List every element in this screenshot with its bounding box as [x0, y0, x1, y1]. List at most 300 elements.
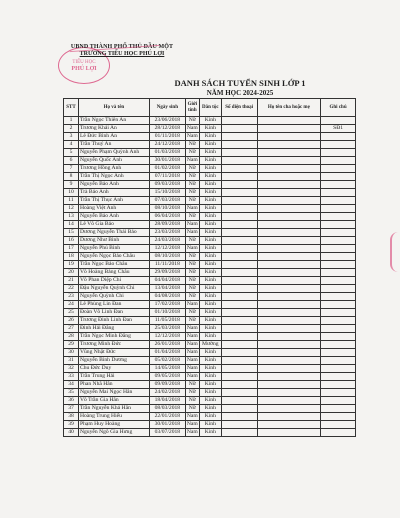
header-org: UBND THÀNH PHỐ THỦ DẦU MỘT — [70, 44, 174, 50]
cell-gender: Nam — [186, 229, 198, 235]
cell-note — [321, 189, 356, 197]
stamp-line-2: PHÚ LỢI — [71, 66, 97, 72]
cell-stt: 13 — [64, 213, 79, 221]
cell-stt: 36 — [64, 397, 79, 405]
cell-phone — [221, 397, 257, 405]
cell-gender: Nữ — [185, 309, 199, 317]
cell-gender: Nam — [186, 365, 198, 371]
cell-parent — [257, 117, 321, 125]
cell-name: Chu Đức Duy — [78, 365, 149, 373]
table-row — [64, 333, 356, 341]
cell-dob: 30/01/2018 — [149, 157, 185, 165]
cell-phone — [221, 317, 257, 325]
cell-phone — [221, 245, 257, 253]
cell-ethnic: Kinh — [199, 149, 221, 157]
cell-parent — [257, 237, 321, 245]
table-body — [64, 117, 356, 437]
cell-stt: 8 — [64, 173, 79, 181]
col-header-ethnic: Dân tộc — [199, 99, 221, 117]
cell-dob: 12/12/2018 — [149, 245, 185, 253]
cell-dob: 09/05/2018 — [149, 373, 185, 381]
cell-stt: 3 — [64, 133, 79, 141]
cell-phone — [221, 237, 257, 245]
cell-name: Hoàng Trung Hiếu — [78, 413, 149, 421]
cell-note — [321, 389, 356, 397]
cell-stt: 16 — [64, 237, 79, 245]
cell-stt: 28 — [64, 333, 79, 341]
table-row — [64, 189, 356, 197]
cell-phone — [221, 157, 257, 165]
cell-note — [321, 381, 356, 389]
cell-name: Lê Võ Gia Bảo — [78, 221, 149, 229]
cell-dob: 18/04/2018 — [149, 397, 185, 405]
cell-ethnic: Kinh — [199, 141, 221, 149]
cell-gender: Nam — [186, 245, 198, 251]
edge-seal-mark — [390, 232, 400, 272]
cell-stt: 31 — [64, 357, 79, 365]
cell-phone — [221, 133, 257, 141]
cell-parent — [257, 157, 321, 165]
table-row — [64, 293, 356, 301]
cell-parent — [257, 261, 321, 269]
cell-dob: 08/10/2018 — [149, 205, 185, 213]
cell-parent — [257, 309, 321, 317]
cell-phone — [221, 229, 257, 237]
table-row — [64, 309, 356, 317]
table-row — [64, 405, 356, 413]
cell-phone — [221, 141, 257, 149]
cell-stt: 38 — [64, 413, 79, 421]
cell-dob: 11/11/2018 — [149, 261, 185, 269]
cell-gender: Nữ — [185, 141, 199, 149]
cell-phone — [221, 301, 257, 309]
cell-note — [321, 285, 356, 293]
cell-phone — [221, 373, 257, 381]
cell-dob: 12/12/2018 — [149, 333, 185, 341]
cell-note — [321, 141, 356, 149]
table-row — [64, 149, 356, 157]
cell-ethnic: Kinh — [199, 413, 221, 421]
cell-parent — [257, 189, 321, 197]
cell-gender: Nữ — [185, 293, 199, 301]
table-header-row — [64, 99, 356, 117]
cell-parent — [257, 245, 321, 253]
cell-phone — [221, 197, 257, 205]
cell-gender: Nữ — [185, 381, 199, 389]
table-row — [64, 365, 356, 373]
table-row — [64, 413, 356, 421]
cell-note — [321, 269, 356, 277]
cell-gender: Nữ — [185, 261, 199, 269]
cell-ethnic: Kinh — [199, 325, 221, 333]
cell-ethnic: Kinh — [199, 165, 221, 173]
cell-note — [321, 149, 356, 157]
cell-dob: 13/04/2018 — [149, 285, 185, 293]
cell-ethnic: Kinh — [199, 301, 221, 309]
cell-ethnic: Kinh — [199, 221, 221, 229]
cell-name: Đoàn Võ Linh Đan — [78, 309, 149, 317]
cell-ethnic: Kinh — [199, 397, 221, 405]
cell-gender: Nữ — [185, 405, 199, 413]
cell-name: Nguyễn Bảo Anh — [78, 213, 149, 221]
cell-name: Trần Nguyễn Khả Hân — [78, 405, 149, 413]
cell-parent — [257, 301, 321, 309]
cell-note — [321, 229, 356, 237]
cell-stt: 18 — [64, 253, 79, 261]
table-row — [64, 253, 356, 261]
col-header-stt: STT — [64, 99, 79, 117]
cell-dob: 05/02/2018 — [149, 357, 185, 365]
cell-phone — [221, 125, 257, 133]
cell-parent — [257, 429, 321, 437]
cell-gender: Nam — [186, 341, 198, 347]
cell-parent — [257, 269, 321, 277]
cell-dob: 06/04/2018 — [149, 213, 185, 221]
cell-phone — [221, 381, 257, 389]
table-row — [64, 213, 356, 221]
cell-stt: 19 — [64, 261, 79, 269]
cell-stt: 33 — [64, 373, 79, 381]
cell-stt: 22 — [64, 285, 79, 293]
cell-note — [321, 205, 356, 213]
cell-name: Dương Nguyễn Thái Bảo — [78, 229, 149, 237]
cell-dob: 01/11/2018 — [149, 133, 185, 141]
cell-stt: 11 — [64, 197, 79, 205]
cell-phone — [221, 341, 257, 349]
table-row — [64, 389, 356, 397]
cell-dob: 01/04/2018 — [149, 349, 185, 357]
cell-ethnic: Kinh — [199, 213, 221, 221]
cell-dob: 07/03/2018 — [149, 197, 185, 205]
cell-gender: Nam — [186, 421, 198, 427]
cell-gender: Nam — [186, 301, 198, 307]
cell-ethnic: Kinh — [199, 269, 221, 277]
cell-phone — [221, 349, 257, 357]
cell-dob: 01/10/2018 — [149, 309, 185, 317]
cell-note — [321, 429, 356, 437]
cell-dob: 07/11/2018 — [149, 173, 185, 181]
cell-note — [321, 181, 356, 189]
cell-note — [321, 413, 356, 421]
cell-ethnic: Kinh — [199, 285, 221, 293]
cell-phone — [221, 357, 257, 365]
col-header-parent: Họ tên cha hoặc mẹ — [257, 99, 321, 117]
cell-name: Lê Đức Bình An — [78, 133, 149, 141]
cell-stt: 6 — [64, 157, 79, 165]
cell-gender: Nam — [186, 357, 198, 363]
cell-gender: Nữ — [185, 285, 199, 293]
cell-dob: 28/12/2018 — [149, 125, 185, 133]
cell-gender: Nam — [186, 373, 198, 379]
cell-parent — [257, 141, 321, 149]
cell-parent — [257, 293, 321, 301]
cell-ethnic: Kinh — [199, 117, 221, 125]
cell-stt: 25 — [64, 309, 79, 317]
table-row — [64, 301, 356, 309]
cell-dob: 08/03/2018 — [149, 405, 185, 413]
cell-stt: 7 — [64, 165, 79, 173]
cell-dob: 09/09/2018 — [149, 381, 185, 389]
cell-name: Trà Bảo Anh — [78, 189, 149, 197]
cell-parent — [257, 373, 321, 381]
cell-dob: 09/03/2018 — [149, 181, 185, 189]
cell-ethnic: Kinh — [199, 309, 221, 317]
cell-dob: 08/10/2018 — [149, 253, 185, 261]
cell-note — [321, 117, 356, 125]
cell-stt: 37 — [64, 405, 79, 413]
cell-note — [321, 325, 356, 333]
cell-parent — [257, 421, 321, 429]
cell-dob: 26/01/2018 — [149, 341, 185, 349]
cell-name: Nguyễn Bình Dương — [78, 357, 149, 365]
cell-note — [321, 165, 356, 173]
table-row — [64, 237, 356, 245]
cell-phone — [221, 253, 257, 261]
cell-parent — [257, 133, 321, 141]
table-row — [64, 165, 356, 173]
table-row — [64, 117, 356, 125]
cell-gender: Nữ — [185, 189, 199, 197]
cell-note — [321, 357, 356, 365]
cell-ethnic: Kinh — [199, 349, 221, 357]
cell-ethnic: Kinh — [199, 261, 221, 269]
cell-parent — [257, 229, 321, 237]
stamp-line-1: TIỂU HỌC — [72, 60, 96, 65]
cell-gender: Nữ — [185, 317, 199, 325]
cell-gender: Nữ — [185, 269, 199, 277]
cell-phone — [221, 277, 257, 285]
cell-parent — [257, 221, 321, 229]
cell-phone — [221, 261, 257, 269]
cell-name: Trương Minh Đức — [78, 341, 149, 349]
cell-parent — [257, 181, 321, 189]
cell-parent — [257, 197, 321, 205]
table-row — [64, 229, 356, 237]
cell-note — [321, 333, 356, 341]
cell-parent — [257, 149, 321, 157]
cell-note — [321, 309, 356, 317]
cell-ethnic: Kinh — [199, 373, 221, 381]
cell-parent — [257, 317, 321, 325]
cell-dob: 25/03/2018 — [149, 325, 185, 333]
cell-stt: 14 — [64, 221, 79, 229]
table-row — [64, 125, 356, 133]
cell-phone — [221, 405, 257, 413]
cell-note — [321, 317, 356, 325]
cell-ethnic: Kinh — [199, 429, 221, 437]
cell-ethnic: Kinh — [199, 133, 221, 141]
cell-gender: Nữ — [185, 389, 199, 397]
cell-ethnic: Kinh — [199, 357, 221, 365]
cell-stt: 30 — [64, 349, 79, 357]
cell-stt: 24 — [64, 301, 79, 309]
cell-gender: Nam — [186, 333, 198, 339]
cell-gender: Nam — [186, 325, 198, 331]
cell-note — [321, 213, 356, 221]
document-subtitle: NĂM HỌC 2024-2025 — [206, 89, 274, 97]
cell-phone — [221, 173, 257, 181]
table-row — [64, 157, 356, 165]
cell-dob: 23/03/2018 — [149, 229, 185, 237]
cell-dob: 24/12/2018 — [149, 141, 185, 149]
cell-ethnic: Kinh — [199, 317, 221, 325]
cell-name: Vũng Nhật Đức — [78, 349, 149, 357]
cell-dob: 24/03/2018 — [149, 237, 185, 245]
cell-name: Trần Trung Hải — [78, 373, 149, 381]
cell-ethnic: Kinh — [199, 205, 221, 213]
cell-dob: 15/10/2018 — [149, 189, 185, 197]
cell-gender: Nữ — [185, 253, 199, 261]
cell-phone — [221, 205, 257, 213]
cell-parent — [257, 213, 321, 221]
cell-ethnic: Kinh — [199, 293, 221, 301]
cell-note — [321, 237, 356, 245]
cell-ethnic: Kinh — [199, 237, 221, 245]
cell-note — [321, 301, 356, 309]
cell-parent — [257, 349, 321, 357]
cell-phone — [221, 365, 257, 373]
cell-gender: Nữ — [185, 197, 199, 205]
cell-stt: 32 — [64, 365, 79, 373]
col-header-note: Ghi chú — [321, 99, 356, 117]
cell-note — [321, 293, 356, 301]
cell-note — [321, 197, 356, 205]
table-row — [64, 205, 356, 213]
cell-note — [321, 341, 356, 349]
cell-name: Trương Hồng Anh — [78, 165, 149, 173]
cell-phone — [221, 269, 257, 277]
table-row — [64, 261, 356, 269]
cell-phone — [221, 309, 257, 317]
cell-stt: 40 — [64, 429, 79, 437]
cell-name: Nguyễn Phú Bình — [78, 245, 149, 253]
cell-stt: 9 — [64, 181, 79, 189]
cell-stt: 26 — [64, 317, 79, 325]
cell-stt: 23 — [64, 293, 79, 301]
cell-ethnic: Kinh — [199, 277, 221, 285]
cell-name: Võ Hoàng Bảng Châu — [78, 269, 149, 277]
cell-phone — [221, 325, 257, 333]
cell-phone — [221, 149, 257, 157]
cell-parent — [257, 397, 321, 405]
cell-name: Trần Ngọc Minh Đăng — [78, 333, 149, 341]
cell-phone — [221, 213, 257, 221]
cell-parent — [257, 253, 321, 261]
cell-parent — [257, 389, 321, 397]
cell-dob: 14/05/2018 — [149, 365, 185, 373]
cell-ethnic: Kinh — [199, 389, 221, 397]
cell-note: SĐ1 — [321, 125, 356, 133]
cell-note — [321, 253, 356, 261]
cell-dob: 17/02/2018 — [149, 301, 185, 309]
cell-ethnic: Kinh — [199, 333, 221, 341]
cell-stt: 12 — [64, 205, 79, 213]
cell-dob: 01/03/2018 — [149, 149, 185, 157]
cell-ethnic: Kinh — [199, 181, 221, 189]
cell-ethnic: Kinh — [199, 253, 221, 261]
cell-stt: 10 — [64, 189, 79, 197]
cell-gender: Nam — [186, 349, 198, 355]
cell-note — [321, 421, 356, 429]
cell-stt: 17 — [64, 245, 79, 253]
cell-parent — [257, 325, 321, 333]
cell-parent — [257, 357, 321, 365]
table-row — [64, 277, 356, 285]
col-header-dob: Ngày sinh — [149, 99, 185, 117]
cell-gender: Nữ — [185, 149, 199, 157]
table-row — [64, 197, 356, 205]
cell-ethnic: Kinh — [199, 173, 221, 181]
cell-dob: 04/08/2018 — [149, 293, 185, 301]
cell-phone — [221, 221, 257, 229]
cell-stt: 39 — [64, 421, 79, 429]
cell-gender: Nam — [186, 133, 198, 139]
cell-gender: Nữ — [185, 165, 199, 173]
cell-parent — [257, 173, 321, 181]
cell-gender: Nam — [186, 205, 198, 211]
table-row — [64, 173, 356, 181]
cell-gender: Nam — [186, 157, 198, 163]
cell-stt: 4 — [64, 141, 79, 149]
cell-gender: Nữ — [185, 117, 199, 125]
cell-parent — [257, 341, 321, 349]
cell-name: Nguyễn Quỳnh Chi — [78, 293, 149, 301]
cell-note — [321, 349, 356, 357]
cell-name: Nguyễn Phạm Quỳnh Anh — [78, 149, 149, 157]
table-row — [64, 357, 356, 365]
cell-gender: Nữ — [185, 237, 199, 245]
cell-note — [321, 405, 356, 413]
cell-phone — [221, 117, 257, 125]
cell-note — [321, 397, 356, 405]
cell-name: Đinh Hải Đăng — [78, 325, 149, 333]
cell-ethnic: Mường — [199, 341, 221, 349]
table-row — [64, 381, 356, 389]
cell-stt: 35 — [64, 389, 79, 397]
cell-stt: 34 — [64, 381, 79, 389]
cell-ethnic: Kinh — [199, 197, 221, 205]
cell-name: Võ Phan Diệp Chi — [78, 277, 149, 285]
cell-parent — [257, 165, 321, 173]
cell-gender: Nam — [186, 221, 198, 227]
enrollment-table — [63, 98, 356, 437]
document-title: DANH SÁCH TUYỂN SINH LỚP 1 — [174, 78, 306, 88]
table-row — [64, 269, 356, 277]
cell-ethnic: Kinh — [199, 365, 221, 373]
cell-ethnic: Kinh — [199, 157, 221, 165]
cell-phone — [221, 181, 257, 189]
cell-note — [321, 261, 356, 269]
table-row — [64, 221, 356, 229]
cell-phone — [221, 389, 257, 397]
cell-name: Lê Phùng Lin Đan — [78, 301, 149, 309]
cell-ethnic: Kinh — [199, 381, 221, 389]
cell-gender: Nữ — [185, 213, 199, 221]
cell-name: Nguyễn Quốc Anh — [78, 157, 149, 165]
cell-dob: 11/05/2018 — [149, 317, 185, 325]
col-header-phone: Số điện thoại — [221, 99, 257, 117]
cell-parent — [257, 277, 321, 285]
cell-ethnic: Kinh — [199, 189, 221, 197]
cell-dob: 30/01/2018 — [149, 421, 185, 429]
cell-name: Phạm Huy Hoàng — [78, 421, 149, 429]
table-row — [64, 181, 356, 189]
cell-phone — [221, 293, 257, 301]
cell-name: Nguyễn Ngô Gia Hưng — [78, 429, 149, 437]
table-row — [64, 133, 356, 141]
cell-name: Trương Đinh Linh Đan — [78, 317, 149, 325]
cell-parent — [257, 125, 321, 133]
